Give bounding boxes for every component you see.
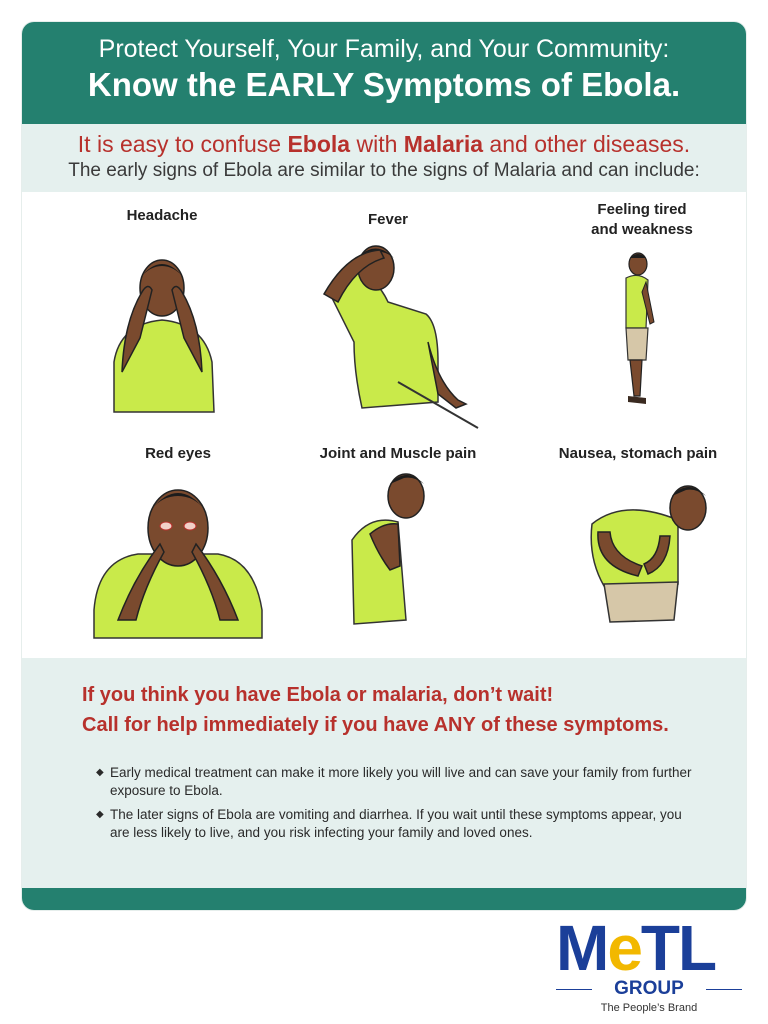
warning-subtitle: The early signs of Ebola are similar to the signs of Malaria and can include: xyxy=(68,160,700,181)
logo-e: e xyxy=(607,912,641,984)
header-line-1: Protect Yourself, Your Family, and Your Community: xyxy=(98,35,670,63)
bullet-icon: ◆ xyxy=(96,809,104,820)
symptom-nausea xyxy=(538,444,738,664)
symptom-label-line-2: and weakness xyxy=(591,221,693,238)
symptom-label: Headache xyxy=(126,207,198,224)
logo-tagline: The People’s Brand xyxy=(600,1002,698,1014)
logo-mark xyxy=(556,912,716,984)
symptom-tired xyxy=(542,200,742,420)
logo-m: M xyxy=(556,912,608,984)
poster xyxy=(22,22,746,910)
headache-illustration xyxy=(62,242,262,422)
cta-line-1: If you think you have Ebola or malaria, don’t wait! xyxy=(82,684,554,706)
call-to-action xyxy=(82,680,669,740)
metl-logo xyxy=(556,912,746,1020)
warning-malaria: Malaria xyxy=(403,131,484,157)
nausea-illustration xyxy=(538,468,738,648)
list-item xyxy=(96,764,696,800)
symptom-label: Joint and Muscle pain xyxy=(319,445,477,462)
symptom-red-eyes xyxy=(78,444,278,664)
symptom-fever xyxy=(288,210,488,430)
warning-ebola: Ebola xyxy=(287,131,351,157)
cta-line-2: Call for help immediately if you have ANY of these symptoms. xyxy=(82,714,669,736)
symptom-label: Nausea, stomach pain xyxy=(558,445,718,462)
header-title: Know the EARLY Symptoms of Ebola. xyxy=(87,66,681,103)
warning-band xyxy=(22,124,746,192)
list-item xyxy=(96,806,696,842)
warning-text xyxy=(22,124,746,159)
header-banner xyxy=(22,22,746,124)
bullet-text: Early medical treatment can make it more likely you will live and can save your family from further exposure to Ebola. xyxy=(110,765,692,798)
fever-illustration xyxy=(288,232,488,432)
warning-part-1: It is easy to confuse xyxy=(77,131,288,157)
symptom-headache xyxy=(62,206,262,426)
warning-part-2: with xyxy=(350,131,404,157)
bullet-icon: ◆ xyxy=(96,767,104,778)
symptom-label: Red eyes xyxy=(145,445,211,462)
footer-bar xyxy=(22,888,746,910)
bullet-list xyxy=(96,764,696,848)
red-eyes-illustration xyxy=(78,470,278,650)
call-to-action-panel xyxy=(22,658,746,888)
warning-part-3: and other diseases. xyxy=(483,131,691,157)
symptom-label-line-1: Feeling tired xyxy=(597,201,687,218)
symptom-grid xyxy=(22,192,746,656)
bullet-text: The later signs of Ebola are vomiting and diarrhea. If you wait until these symptoms appear, you are less likely to live, and you risk infecting your family and loved ones. xyxy=(110,807,682,840)
logo-tl: TL xyxy=(640,912,716,984)
symptom-label: Fever xyxy=(367,211,409,228)
tired-illustration xyxy=(542,252,742,422)
symptom-joint-pain xyxy=(298,444,498,664)
joint-pain-illustration xyxy=(298,470,498,650)
logo-group: GROUP xyxy=(556,978,742,1000)
